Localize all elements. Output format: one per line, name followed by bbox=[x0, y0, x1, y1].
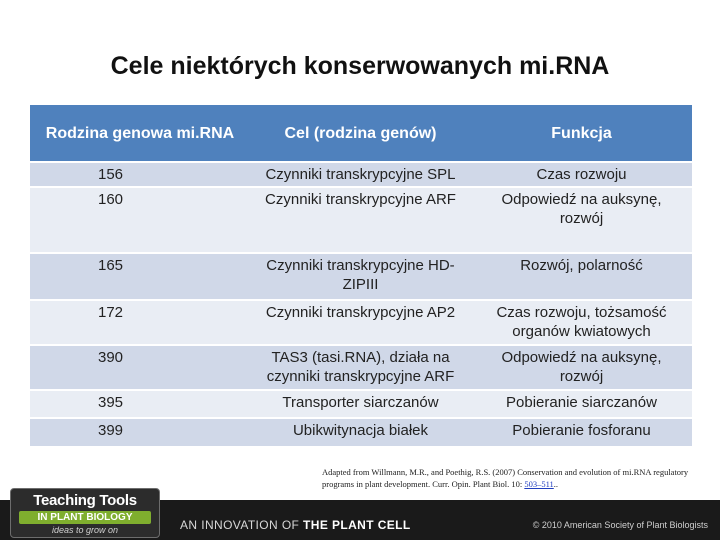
cell-function: Odpowiedź na auksynę, rozwój bbox=[471, 345, 692, 390]
cell-function: Czas rozwoju bbox=[471, 162, 692, 187]
innovation-brand: THE PLANT CELL bbox=[303, 518, 411, 532]
cell-family: 172 bbox=[30, 300, 250, 345]
innovation-prefix: AN INNOVATION OF bbox=[180, 518, 304, 532]
cell-target: TAS3 (tasi.RNA), działa na czynniki transkrypcyjne ARF bbox=[250, 345, 471, 390]
innovation-text bbox=[180, 518, 411, 532]
cell-function: Rozwój, polarność bbox=[471, 253, 692, 300]
table-row bbox=[30, 300, 692, 345]
teaching-tools-logo bbox=[10, 488, 160, 538]
citation-text: Adapted from Willmann, M.R., and Poethig, R.S. (2007) Conservation and evolution of mi.RNA regulatory programs in plant development. Curr. Opin. Plant Biol. 10: bbox=[322, 467, 689, 489]
cell-function: Pobieranie fosforanu bbox=[471, 418, 692, 446]
table-row bbox=[30, 187, 692, 253]
logo-tagline: ideas to grow on bbox=[51, 525, 119, 535]
citation-pages-link[interactable]: 503–511 bbox=[524, 479, 554, 489]
cell-target: Czynniki transkrypcyjne SPL bbox=[250, 162, 471, 187]
cell-target: Czynniki transkrypcyjne HD-ZIPIII bbox=[250, 253, 471, 300]
table-row bbox=[30, 345, 692, 390]
cell-function: Czas rozwoju, tożsamość organów kwiatowych bbox=[471, 300, 692, 345]
table-row bbox=[30, 162, 692, 187]
cell-target: Transporter siarczanów bbox=[250, 390, 471, 418]
logo-subtitle: IN PLANT BIOLOGY bbox=[19, 511, 151, 524]
cell-target: Czynniki transkrypcyjne ARF bbox=[250, 187, 471, 253]
cell-function: Pobieranie siarczanów bbox=[471, 390, 692, 418]
cell-family: 390 bbox=[30, 345, 250, 390]
table-row bbox=[30, 418, 692, 446]
citation-suffix: .. bbox=[553, 479, 559, 489]
header-target: Cel (rodzina genów) bbox=[250, 105, 471, 162]
header-mirna-family: Rodzina genowa mi.RNA bbox=[30, 105, 250, 162]
table-row bbox=[30, 253, 692, 300]
cell-family: 395 bbox=[30, 390, 250, 418]
cell-family: 156 bbox=[30, 162, 250, 187]
logo-title: Teaching Tools bbox=[33, 492, 137, 509]
cell-target: Ubikwitynacja białek bbox=[250, 418, 471, 446]
table-row bbox=[30, 390, 692, 418]
copyright-text: © 2010 American Society of Plant Biologists bbox=[532, 520, 708, 530]
cell-family: 165 bbox=[30, 253, 250, 300]
cell-target: Czynniki transkrypcyjne AP2 bbox=[250, 300, 471, 345]
mirna-table bbox=[30, 105, 692, 446]
cell-function: Odpowiedź na auksynę, rozwój bbox=[471, 187, 692, 253]
cell-family: 160 bbox=[30, 187, 250, 253]
cell-family: 399 bbox=[30, 418, 250, 446]
citation bbox=[322, 466, 717, 490]
slide-title: Cele niektórych konserwowanych mi.RNA bbox=[110, 52, 610, 80]
header-function: Funkcja bbox=[471, 105, 692, 162]
table-header-row bbox=[30, 105, 692, 162]
